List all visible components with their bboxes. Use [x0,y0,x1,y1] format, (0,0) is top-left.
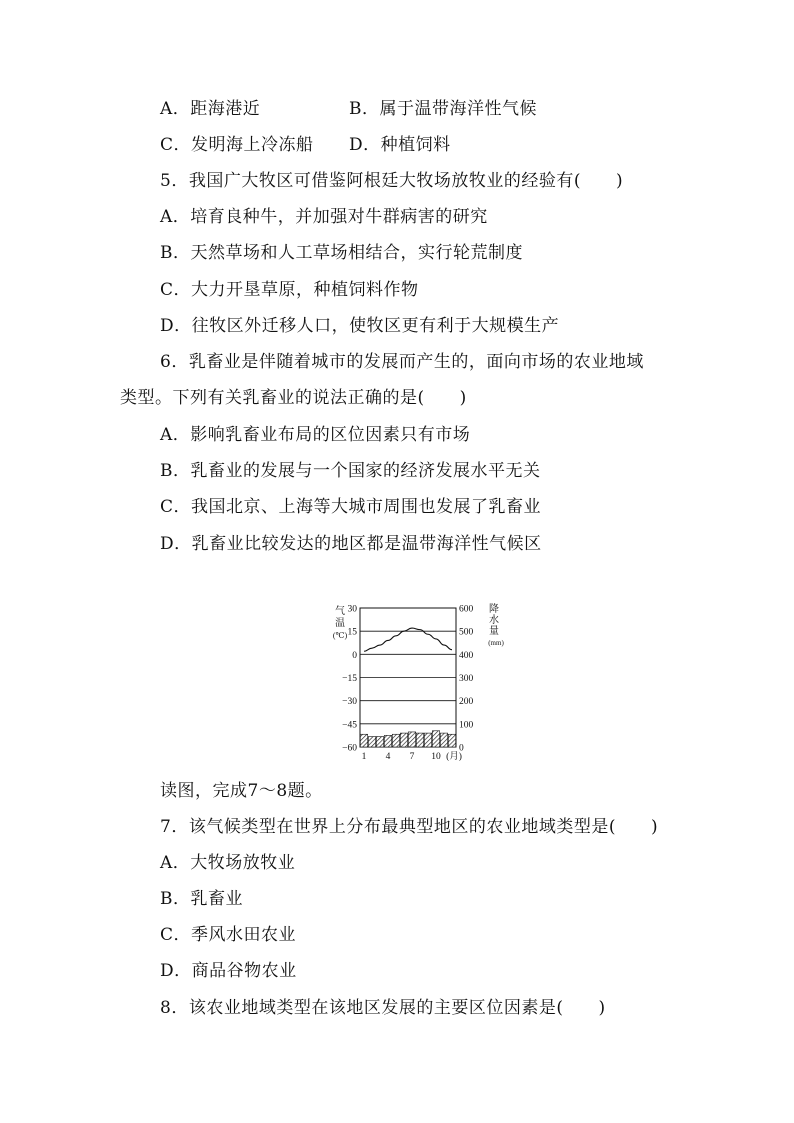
q6-option-a: A．影响乳畜业布局的区位因素只有市场 [160,425,471,445]
precipitation-bar [432,731,439,747]
precipitation-bar [448,734,455,747]
precipitation-bar [424,733,431,747]
precipitation-bar [408,732,415,747]
q7-stem: 7．该气候类型在世界上分布最典型地区的农业地域类型是( ) [160,817,659,837]
q7-option-b: B．乳畜业 [160,889,243,909]
q7-option-d: D．商品谷物农业 [160,961,297,981]
q8-stem: 8．该农业地域类型在该地区发展的主要区位因素是( ) [160,998,606,1018]
x-tick-label: 1 [361,752,367,762]
left-axis-label-char: (℃) [332,631,348,640]
q5-option-a: A．培育良种牛，并加强对牛群病害的研究 [160,207,488,227]
x-tick-label: 7 [409,752,415,762]
left-tick-label: 30 [347,604,357,615]
precipitation-bar [384,735,391,747]
q7-option-c: C．季风水田农业 [160,925,297,945]
left-tick-label: −30 [342,697,357,708]
precipitation-bar [400,733,407,747]
right-tick-label: 300 [459,674,474,684]
right-tick-labels [459,605,474,754]
right-axis-label-char: 降 [489,604,499,615]
right-axis-label-char: 水 [489,615,499,626]
x-tick-label: 10 [431,752,441,762]
q4-option-b: B．属于温带海洋性气候 [349,99,537,119]
left-tick-label: 15 [347,627,357,638]
precipitation-bar [360,734,367,747]
q4-option-a: A．距海港近 [160,99,261,119]
left-tick-label: −60 [342,743,357,754]
left-tick-label: 0 [352,650,357,661]
precipitation-bar [440,733,447,747]
precipitation-bar [376,737,383,747]
grid-lines [360,631,456,724]
q5-option-d: D．往牧区外迁移人口，使牧区更有利于大规模生产 [160,316,560,336]
left-axis-label-char: 气 [335,606,345,617]
right-tick-label: 600 [459,604,474,615]
q7-option-a: A．大牧场放牧业 [160,853,296,873]
right-axis-label [488,602,504,647]
left-tick-label: −45 [342,720,357,731]
right-tick-label: 200 [459,697,474,708]
q6-option-d: D．乳畜业比较发达的地区都是温带海洋性气候区 [160,534,542,554]
right-tick-label: 0 [459,743,464,754]
left-tick-label: −15 [342,674,357,684]
precipitation-bar [416,733,423,747]
precipitation-bars [360,731,455,747]
q6-option-c: C．我国北京、上海等大城市周围也发展了乳畜业 [160,497,542,517]
q4-option-c: C．发明海上冷冻船 [160,135,314,155]
left-axis-label [333,605,348,640]
q6-stem-line2: 类型。下列有关乳畜业的说法正确的是( ) [120,388,467,408]
q4-option-d: D．种植饲料 [349,135,451,155]
right-tick-label: 500 [459,627,474,638]
right-tick-label: 400 [459,650,474,661]
right-tick-label: 100 [459,720,474,731]
right-axis-label-char: 量 [489,626,499,637]
q5-option-c: C．大力开垦草原，种植饲料作物 [160,280,419,300]
q6-stem-line1: 6．乳畜业是伴随着城市的发展而产生的，面向市场的农业地域 [160,352,644,372]
right-axis-label-char: (mm) [488,639,504,647]
x-axis-unit: (月) [446,752,462,762]
reading-instruction: 读图，完成7～8题。 [160,781,323,801]
left-axis-label-char: 温 [335,618,345,629]
x-tick-labels [362,751,462,762]
precipitation-bar [368,737,375,747]
q6-option-b: B．乳畜业的发展与一个国家的经济发展水平无关 [160,461,541,481]
climate-chart [318,596,508,768]
q5-stem: 5．我国广大牧区可借鉴阿根廷大牧场放牧业的经验有( ) [160,171,624,191]
precipitation-bar [392,734,399,747]
x-tick-label: 4 [385,752,391,762]
q5-option-b: B．天然草场和人工草场相结合，实行轮荒制度 [160,243,523,263]
